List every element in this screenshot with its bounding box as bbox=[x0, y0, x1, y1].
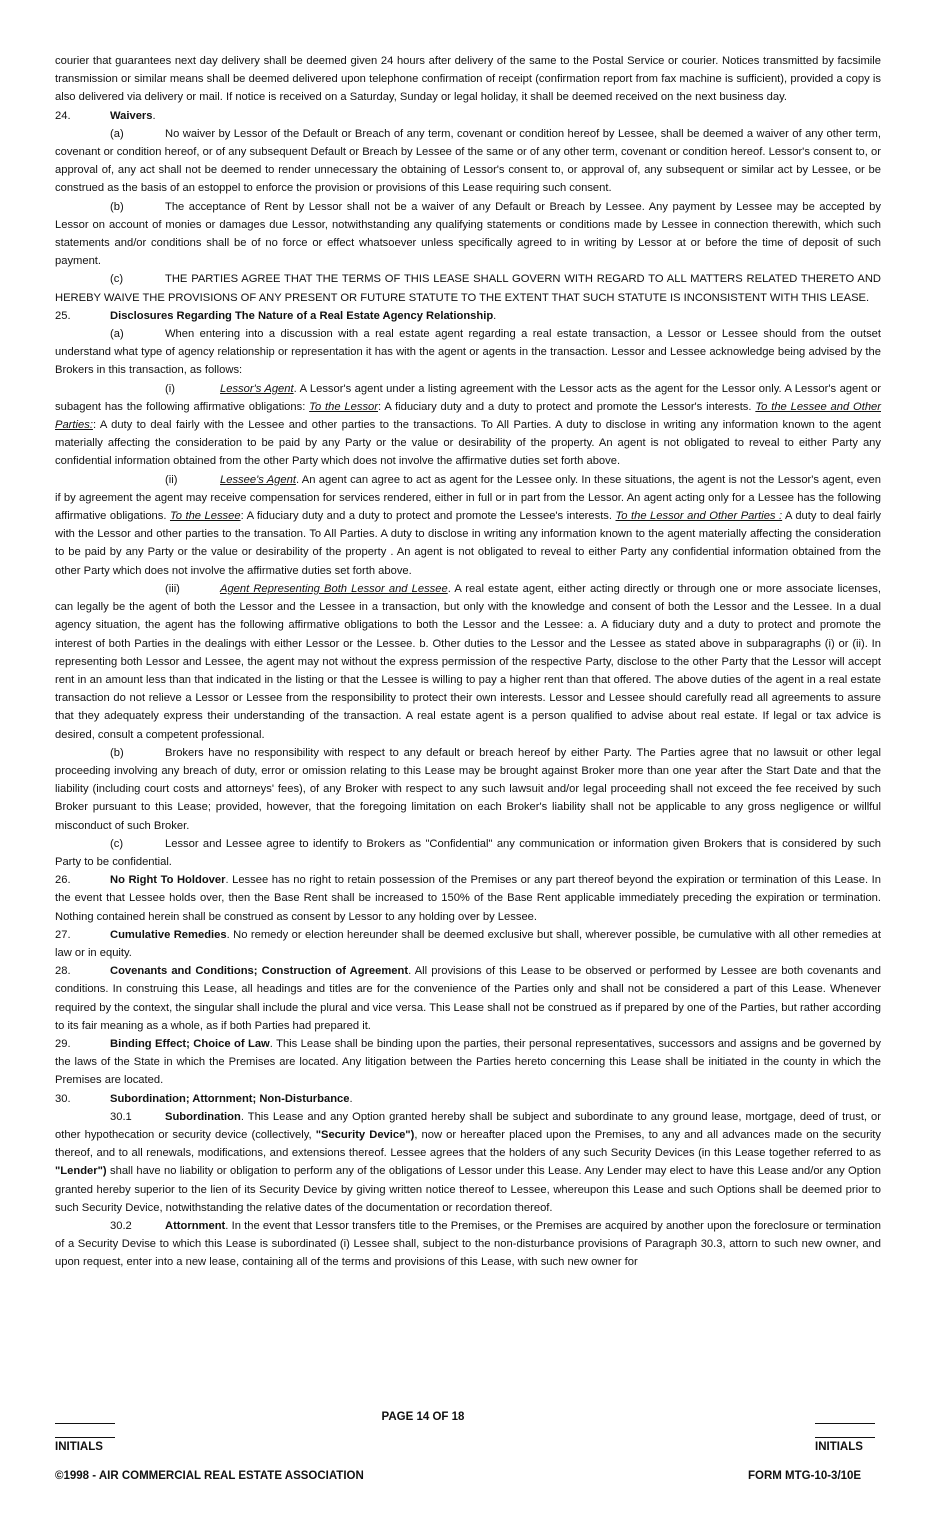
initials-line-left-bottom bbox=[55, 1437, 115, 1438]
section-26: 26. No Right To Holdover. Lessee has no right to retain possession of the Premises or any part thereof beyond the expiration or termination of this Lease. In the event that Lessee holds over, then the Base Rent shall be increased to 150% of the Base Rent applicable immediately preceding the expiration or termination. Nothing contained herein shall be construed as consent by Lessor to any holding over by Lessee. bbox=[55, 874, 881, 923]
section-25c: (c) Lessor and Lessee agree to identify to Brokers as "Confidential" any communication or information given Brokers that is considered by such Party to be confidential. bbox=[55, 837, 881, 868]
section-24a: (a) No waiver by Lessor of the Default or Breach of any term, covenant or condition hereof by Lessee, shall be deemed a waiver of any other term, covenant or condition hereof, or of any subsequent Default or Breach by Lessee of the same or of any other term, covenant or condition hereof. Lessor's consent to, or approval of, any act shall not be deemed to render unnecessary the obtaining of Lessor's consent to, or approval of, any subsequent or similar act by Lessee, or be construed as the basis of an estoppel to enforce the provision or provisions of this Lease requiring such consent. bbox=[55, 127, 881, 195]
section-30-2: 30.2 Attornment. In the event that Lessor transfers title to the Premises, or the Premises are acquired by another upon the foreclosure or termination of a Security Devise to which this Lease is subordinated (i) Lessee shall, subject to the non-disturbance provisions of Paragraph 30.3, attorn to such new owner, and upon request, enter into a new lease, containing all of the terms and provisions of this Lease, with such new owner for bbox=[55, 1220, 881, 1269]
section-30-1: 30.1 Subordination. This Lease and any Option granted hereby shall be subject and subordinate to any ground lease, mortgage, deed of trust, or other hypothecation or security device (collectively, "Security Device"), now or hereafter placed upon the Premises, to any and all advances made on the security thereof, and to all renewals, modifications, and extensions thereof. Lessee agrees that the holders of any such Security Devices (in this Lease together referred to as "Lender") shall have no liability or obligation to perform any of the obligations of Lessor under this Lease. Any Lender may elect to have this Lease and/or any Option granted hereby superior to the lien of its Security Device by giving written notice thereof to Lessee, whereupon this Lease and such Options shall be deemed prior to such Security Device, notwithstanding the relative dates of the documentation or recordation thereof. bbox=[55, 1110, 882, 1214]
section-25-heading: 25. Disclosures Regarding The Nature of a Real Estate Agency Relationship. bbox=[55, 309, 497, 322]
section-28: 28. Covenants and Conditions; Construction of Agreement. All provisions of this Lease to be observed or performed by Lessee are both covenants and conditions. In construing this Lease, all headings and titles are for the convenience of the Parties only and shall not be considered a part of this Lease. Whenever required by the context, the singular shall include the plural and vice versa. This Lease shall not be construed as if prepared by one of the Parties, but rather according to its fair meaning as a whole, as if both Parties had prepared it. bbox=[55, 965, 881, 1032]
initials-line-right-bottom bbox=[815, 1437, 875, 1438]
section-25a: (a) When entering into a discussion with a real estate agent regarding a real estate transaction, a Lessor or Lessee should from the outset understand what type of agency relationship or representation it has with the agent or agents in the transaction. Lessor and Lessee acknowledge being advised by the Brokers in this transaction, as follows: bbox=[55, 328, 881, 377]
section-25a-ii: (ii) Lessee's Agent. An agent can agree to act as agent for the Lessee only. In these situations, the agent is not the Lessor's agent, even if by agreement the agent may receive compensation for services rendered, either in full or in part from the Lessor. An agent acting only for a Lessee has the following affirmative obligations. To the Lessee: A fiduciary duty and a duty to protect and promote the Lessee's interests. To the Lessor and Other Parties : A duty to deal fairly with the Lessor and other parties to the transation. To All Parties. A duty to disclose in writing any information known to the agent materially affecting the consideration to be paid by any Party or the value or desirability of the property . An agent is not obligated to reveal to either Party any confidential information obtained from the other Party which does not involve the affirmative duties set forth above. bbox=[55, 473, 882, 577]
initials-line-right-top bbox=[815, 1423, 875, 1424]
page-number: PAGE 14 OF 18 bbox=[381, 1411, 465, 1423]
section-30-heading: 30. Subordination; Attornment; Non-Disturbance. bbox=[55, 1092, 353, 1105]
section-24b: (b) The acceptance of Rent by Lessor shall not be a waiver of any Default or Breach by Lessee. Any payment by Lessee may be accepted by Lessor on account of monies or damages due Lessor, notwithstanding any qualifying statements or conditions made by Lessee in connection therewith, which such statements and/or conditions shall be of no force or effect whatsoever unless specifically agreed to in writing by Lessor at or before the time of deposit of such payment. bbox=[55, 200, 881, 268]
initials-label-right: INITIALS bbox=[815, 1441, 863, 1453]
initials-label-left: INITIALS bbox=[55, 1441, 103, 1453]
copyright: ©1998 - AIR COMMERCIAL REAL ESTATE ASSOCIATION bbox=[55, 1470, 364, 1482]
section-25a-iii: (iii) Agent Representing Both Lessor and Lessee. A real estate agent, either acting directly or through one or more associate licenses, can legally be the agent of both the Lessor and the Lessee in a transaction, but only with the knowledge and consent of both the Lessor and the Lessee. In a dual agency situation, the agent has the following affirmative obligations to both the Lessor and the Lessee: a. A fiduciary duty and a duty to protect and promote the interest of both Parties in the dealings with either Lessor or the Lessee. b. Other duties to the Lessor and the Lessee as stated above in subparagraphs (i) or (ii). In representing both Lessor and Lessee, the agent may not without the express permission of the respective Party, disclose to the other Party that the Lessor will accept rent in an amount less than that indicated in the listing or that the Lessee is willing to pay a higher rent than that offered. The above duties of the agent in a real estate transaction do not relieve a Lessor or Lessee from the responsibility to protect their own interests. Lessor and Lessee should carefully read all agreements to assure that they adequately express their understanding of the transaction. A real estate agent is a person qualified to advise about real estate. If legal or tax advice is desired, consult a competent professional. bbox=[55, 582, 881, 741]
section-25a-i: (i) Lessor's Agent. A Lessor's agent under a listing agreement with the Lessor acts as the agent for the Lessor only. A Lessor's agent or subagent has the following affirmative obligations: To the Lessor: A fiduciary duty and a duty to protect and promote the Lessor's interests. To the Lessee and Other Parties:: A duty to deal fairly with the Lessee and other parties to the transactions. To All Parties. A duty to disclose in writing any information known to the agent materially affecting the consideration to be paid by any Party or the value or desirability of the property. An agent is not obligated to reveal to either Party any confidential information obtained from the other Party which does not involve the affirmative duties set forth above. bbox=[55, 382, 881, 468]
initials-line-left-top bbox=[55, 1423, 115, 1424]
section-24c: (c) THE PARTIES AGREE THAT THE TERMS OF THIS LEASE SHALL GOVERN WITH REGARD TO ALL MATTERS RELATED THERETO AND HEREBY WAIVE THE PROVISIONS OF ANY PRESENT OR FUTURE STATUTE TO THE EXTENT THAT SUCH STATUTE IS INCONSISTENT WITH THIS LEASE. bbox=[55, 273, 881, 304]
section-25b: (b) Brokers have no responsibility with respect to any default or breach hereof by either Party. The Parties agree that no lawsuit or other legal proceeding involving any breach of duty, error or omission relating to this Lease may be brought against Broker more than one year after the Start Date and that the liability (including court costs and attorneys' fees), of any Broker with respect to any such lawsuit and/or legal proceeding shall not exceed the fee received by such Broker pursuant to this Lease; provided, however, that the foregoing limitation on each Broker's liability shall not be applicable to any gross negligence or willful misconduct of such Broker. bbox=[55, 746, 881, 832]
section-24-heading: 24. Waivers. bbox=[55, 109, 156, 122]
section-27: 27. Cumulative Remedies. No remedy or election hereunder shall be deemed exclusive but shall, wherever possible, be cumulative with all other remedies at law or in equity. bbox=[55, 928, 881, 959]
form-number: FORM MTG-10-3/10E bbox=[748, 1470, 862, 1482]
section-29: 29. Binding Effect; Choice of Law. This Lease shall be binding upon the parties, their personal representatives, successors and assigns and be governed by the laws of the State in which the Premises are located. Any litigation between the Parties hereto concerning this Lease shall be initiated in the county in which the Premises are located. bbox=[55, 1037, 882, 1087]
document-body bbox=[55, 52, 881, 1272]
paragraph-notices-continued: courier that guarantees next day delivery shall be deemed given 24 hours after delivery of the same to the Postal Service or courier. Notices transmitted by facsimile transmission or similar means shall be deemed delivered upon telephone confirmation of receipt (confirmation report from fax machine is sufficient), provided a copy is also delivered via delivery or mail. If notice is received on a Saturday, Sunday or legal holiday, it shall be deemed received on the next business day. bbox=[55, 55, 881, 104]
